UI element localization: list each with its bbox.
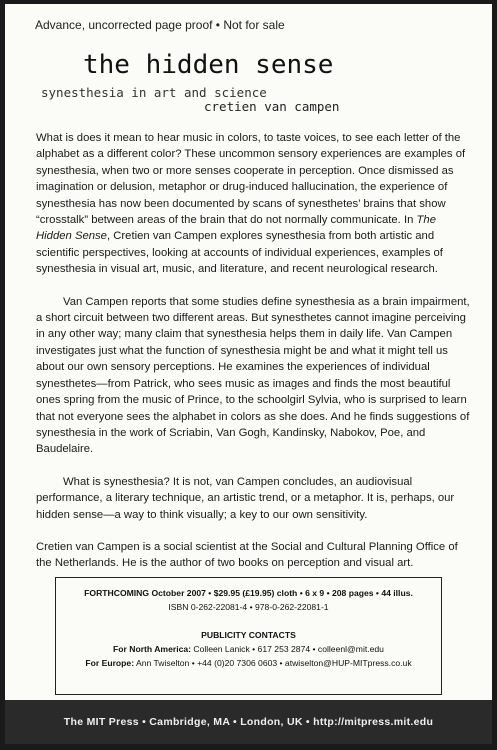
forthcoming-label: FORTHCOMING [84, 588, 150, 598]
p1-text-a: What is does it mean to hear music in colors, to taste voices, to see each letter of the alphabet as a different color? These uncommon sensory experiences are examples of synesthesia, when two or more senses cooperate in perception. Once dismissed as imagination or delusion, metaphor or drug-induced hallucination, the experience of synesthesia has now been documented by scans of synesthetes’ brains that show “crosstalk” between areas of the brain that do not normally communicate. In [36, 132, 466, 227]
publicity-heading: PUBLICITY CONTACTS [201, 630, 296, 640]
proof-notice: Advance, uncorrected page proof • Not for sale [35, 18, 285, 32]
contact-europe [56, 658, 441, 668]
eu-label: For Europe: [85, 658, 135, 668]
publisher-footer: The MIT Press • Cambridge, MA • London, UK • http://mitpress.mit.edu [5, 700, 492, 744]
p1-text-b: , Cretien van Campen explores synesthesia from both artistic and scientific perspectives, looking at accounts of individual experiences, examples of synesthesia in visual art, music, and literature, and recent neurological research. [36, 230, 443, 276]
isbn-line: ISBN 0-262-22081-4 • 978-0-262-22081-1 [168, 602, 329, 612]
author-bio-paragraph: Cretien van Campen is a social scientist at the Social and Cultural Planning Office of the Netherlands. He is the author of two books on perception and visual art. [36, 540, 458, 570]
contact-north-america [56, 644, 441, 654]
na-label: For North America: [113, 644, 192, 654]
forthcoming-line [56, 588, 441, 598]
description-paragraph-2: Van Campen reports that some studies define synesthesia as a brain impairment, a short circuit between two different areas. But synesthetes cannot imagine perceiving in any other way; many claim that synesthesia helps them in daily life. Van Campen investigates just what the function of synesthesia might be and what it might tell us about our own sensory perceptions. He examines the experiences of individual synesthetes—from Patrick, who sees music as images and finds the most beautiful ones spring from the music of Prince, to the schoolgirl Sylvia, who is surprised to learn that not everyone sees the alphabet in colors as she does. And he finds suggestions of synesthesia in the work of Scriabin, Van Gogh, Kandinsky, Nabokov, Poe, and Baudelaire. [36, 295, 470, 456]
description-body [36, 130, 473, 572]
book-subtitle: synesthesia in art and science [41, 85, 267, 100]
page-sheet [5, 4, 492, 744]
p1-book-title-italic: The Hidden Sense [36, 214, 436, 243]
book-author: cretien van campen [204, 99, 340, 114]
eu-contact: Ann Twiselton • +44 (0)20 7306 0603 • atwiselton@HUP-MITpress.co.uk [135, 658, 412, 668]
book-title: the hidden sense [83, 50, 334, 80]
description-paragraph-3: What is synesthesia? It is not, van Campen concludes, an audiovisual performance, a literary technique, an artistic trend, or a metaphor. It is, perhaps, our hidden sense—a way to think visually; a key to our own sensitivity. [36, 475, 455, 521]
publication-info-box [55, 577, 442, 695]
na-contact: Colleen Lanick • 617 253 2874 • colleenl@mit.edu [193, 644, 384, 654]
forthcoming-details: October 2007 • $29.95 (£19.95) cloth • 6 x 9 • 208 pages • 44 illus. [151, 588, 413, 598]
description-paragraph-1 [36, 130, 473, 278]
